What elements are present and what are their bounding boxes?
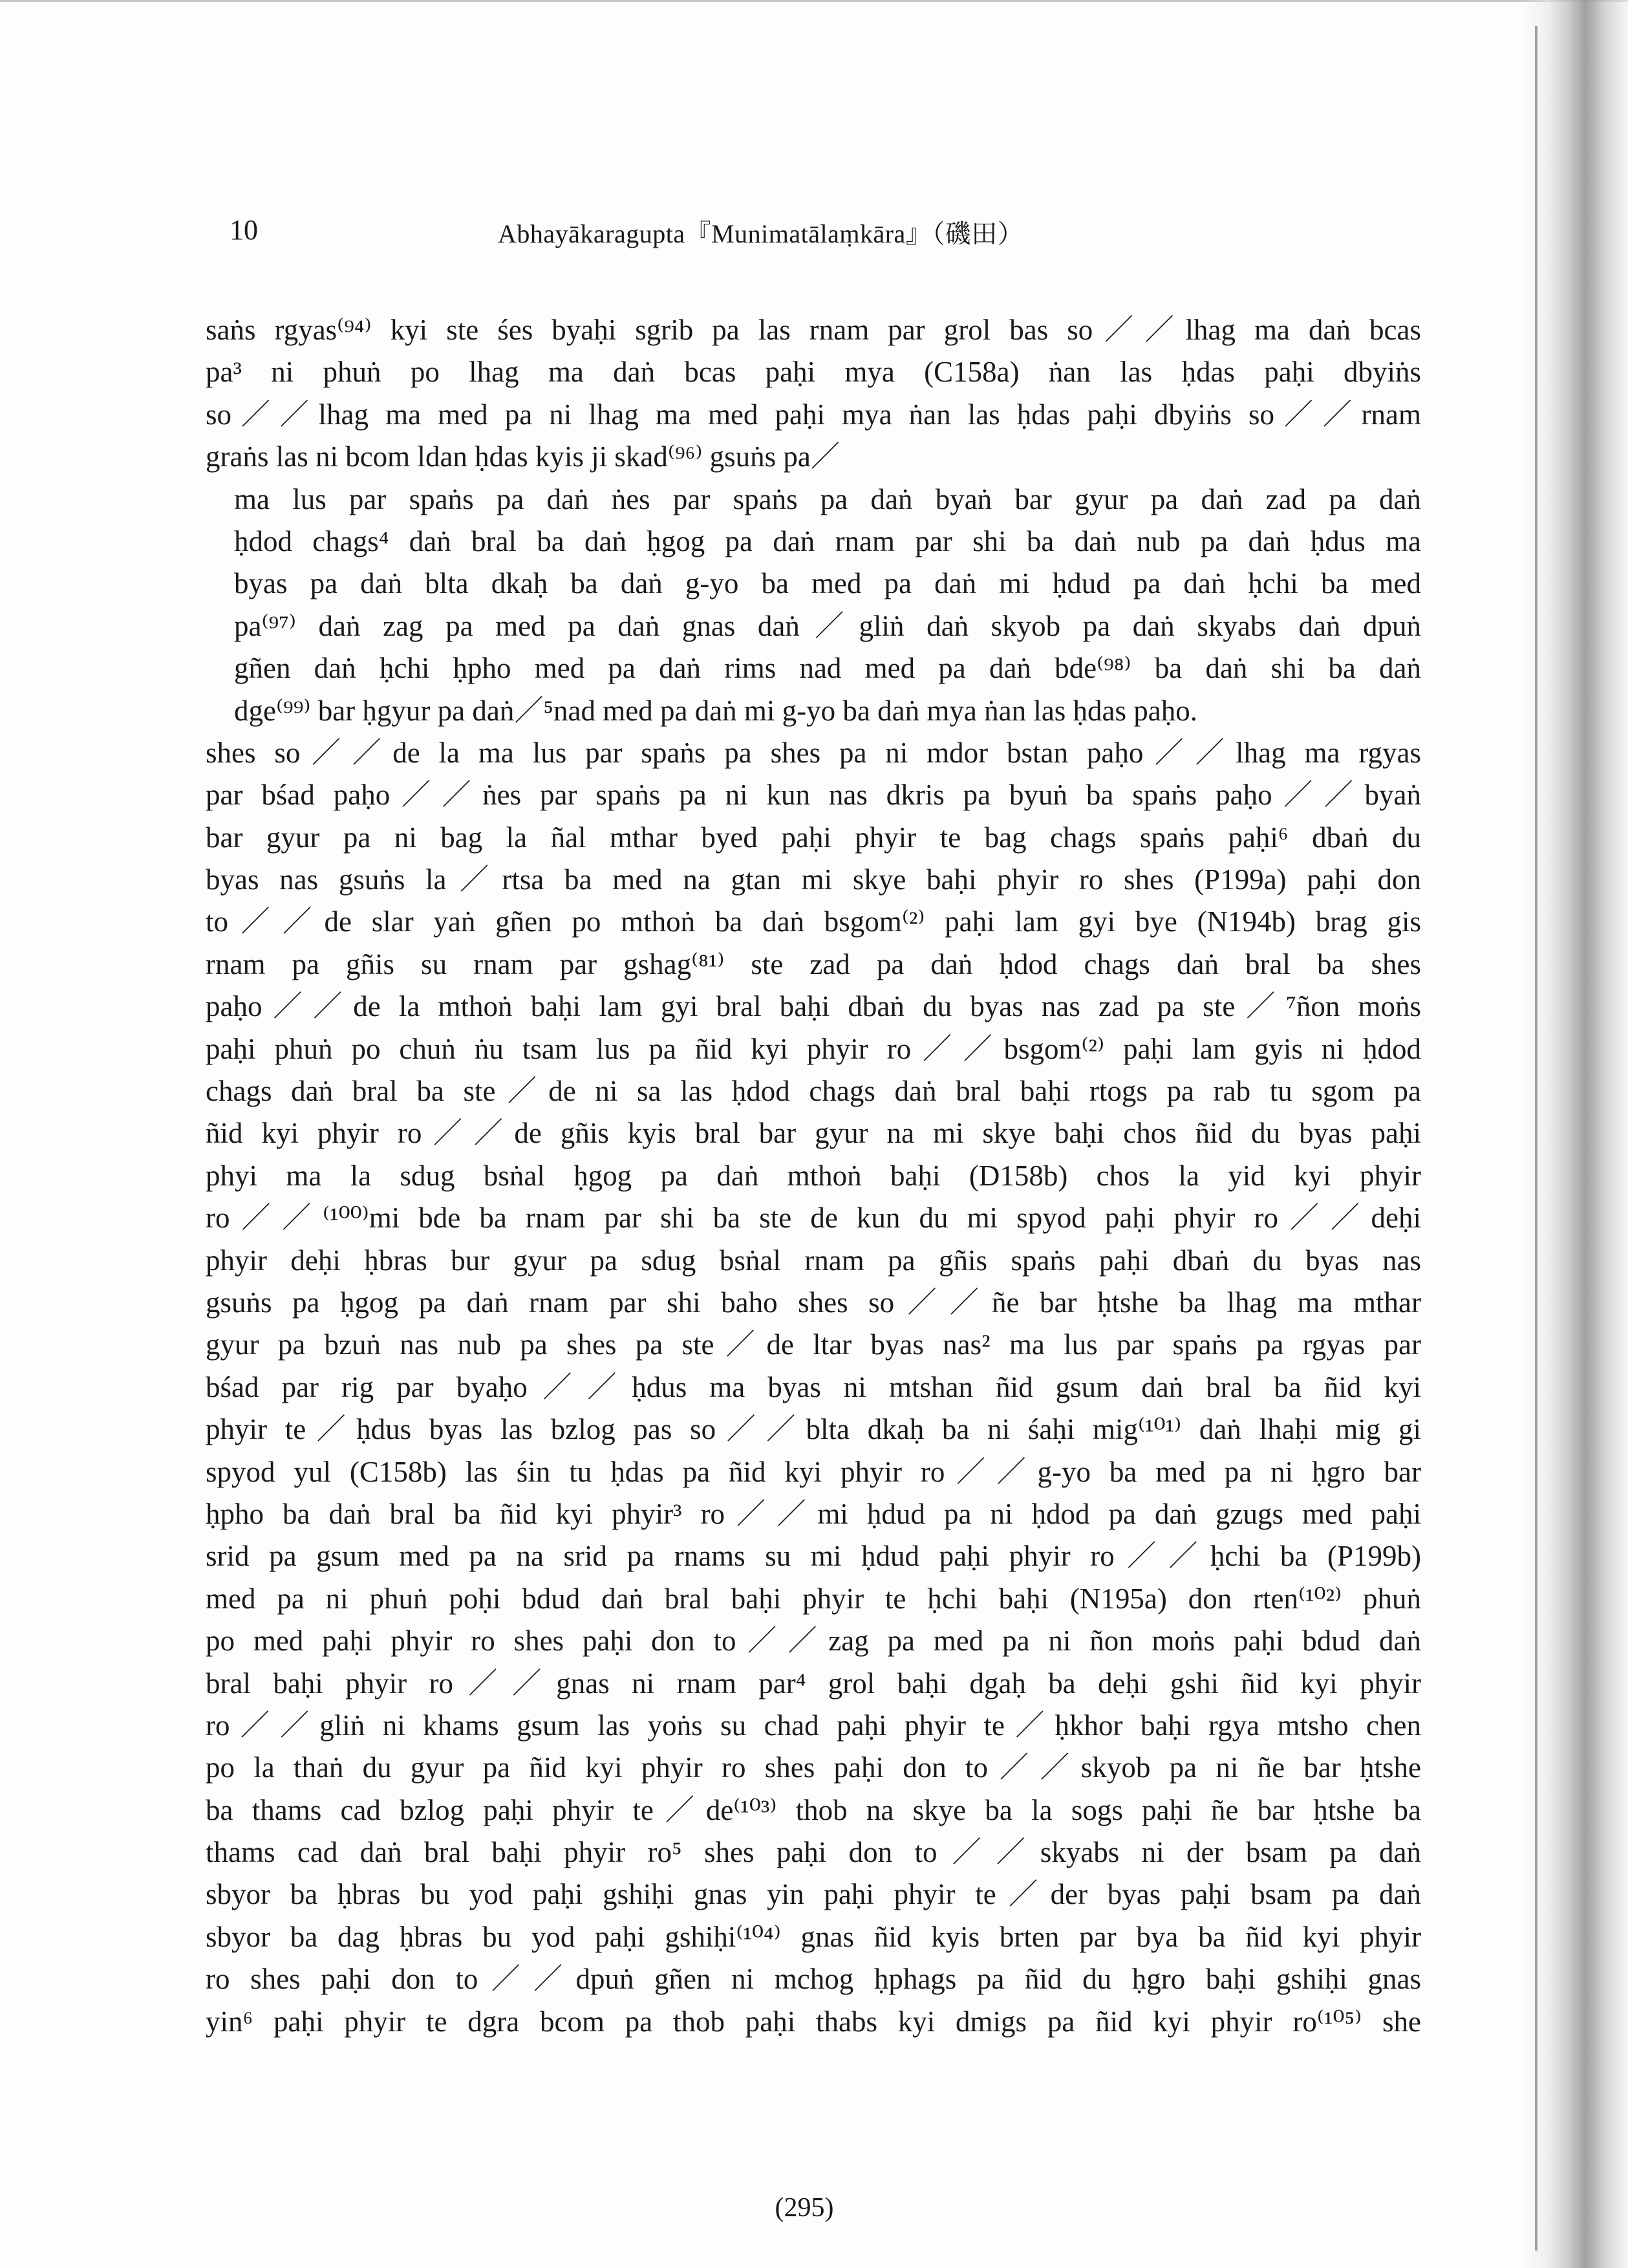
text-line: gsuṅs pa ḥgog pa daṅ rnam par shi baho shes so／／ñe bar ḥtshe ba lhag ma mthar (206, 1286, 1421, 1319)
text-line: ro／／gliṅ ni khams gsum las yoṅs su chad paḥi phyir te／ḥkhor baḥi rgya mtsho chen (206, 1709, 1421, 1742)
text-line: bral baḥi phyir ro／／gnas ni rnam par⁴ grol baḥi dgaḥ ba deḥi gshi ñid kyi phyir (206, 1667, 1421, 1700)
page-header (0, 213, 1628, 259)
text-line: srid pa gsum med pa na srid pa rnams su mi ḥdud paḥi phyir ro／／ḥchi ba (P199b) (206, 1540, 1421, 1573)
journal-page-number: (295) (775, 2193, 834, 2223)
text-line: paḥi phuṅ po chuṅ ṅu tsam lus pa ñid kyi phyir ro／／bsgom⁽²⁾ paḥi lam gyis ni ḥdod (206, 1032, 1421, 1065)
page-footer (0, 2192, 1628, 2223)
text-line: bśad par rig par byaḥo／／ḥdus ma byas ni mtshan ñid gsum daṅ bral ba ñid kyi (206, 1370, 1421, 1403)
binding-line (1535, 26, 1537, 2251)
body-text (206, 309, 1421, 2043)
text-line: phyi ma la sdug bsṅal ḥgog pa daṅ mthoṅ baḥi (D158b) chos la yid kyi phyir (206, 1159, 1421, 1192)
text-line: phyir te／ḥdus byas las bzlog pas so／／blta dkaḥ ba ni śaḥi mig⁽¹⁰¹⁾ daṅ lhaḥi mig gi (206, 1413, 1421, 1446)
text-line: chags daṅ bral ba ste／de ni sa las ḥdod chags daṅ bral baḥi rtogs pa rab tu sgom pa (206, 1075, 1421, 1108)
text-line: ḥdod chags⁴ daṅ bral ba daṅ ḥgog pa daṅ rnam par shi ba daṅ nub pa daṅ ḥdus ma (234, 524, 1421, 557)
text-line: ro／／⁽¹⁰⁰⁾mi bde ba rnam par shi ba ste de kun du mi spyod paḥi phyir ro／／deḥi (206, 1202, 1421, 1235)
text-line: yin⁶ paḥi phyir te dgra bcom pa thob paḥi thabs kyi dmigs pa ñid kyi phyir ro⁽¹⁰⁵⁾ she (206, 2005, 1421, 2038)
text-line: shes so／／de la ma lus par spaṅs pa shes pa ni mdor bstan paḥo／／lhag ma rgyas (206, 736, 1421, 769)
text-line: graṅs las ni bcom ldan ḥdas kyis ji skad⁽⁹⁶⁾ gsuṅs pa／ (206, 440, 840, 473)
running-head: Abhayākaragupta『Munimatālaṃkāra』（磯田） (498, 219, 1024, 248)
text-line: ñid kyi phyir ro／／de gñis kyis bral bar gyur na mi skye baḥi chos ñid du byas paḥi (206, 1117, 1421, 1150)
text-line: pa⁽⁹⁷⁾ daṅ zag pa med pa daṅ gnas daṅ／gliṅ daṅ skyob pa daṅ skyabs daṅ dpuṅ (234, 609, 1421, 642)
text-line: byas pa daṅ blta dkaḥ ba daṅ g-yo ba med pa daṅ mi ḥdud pa daṅ ḥchi ba med (234, 567, 1421, 600)
text-line: pa³ ni phuṅ po lhag ma daṅ bcas paḥi mya (C158a) ṅan las ḥdas paḥi dbyiṅs (206, 356, 1421, 389)
text-line: bar gyur pa ni bag la ñal mthar byed paḥi phyir te bag chags spaṅs paḥi⁶ dbaṅ du (206, 821, 1421, 854)
text-line: sbyor ba dag ḥbras bu yod paḥi gshiḥi⁽¹⁰⁴⁾ gnas ñid kyis brten par bya ba ñid kyi phyir (206, 1920, 1421, 1953)
text-line: med pa ni phuṅ poḥi bdud daṅ bral baḥi phyir te ḥchi baḥi (N195a) don rten⁽¹⁰²⁾ phuṅ (206, 1582, 1421, 1615)
text-line: dge⁽⁹⁹⁾ bar ḥgyur pa daṅ／⁵nad med pa daṅ mi g-yo ba daṅ mya ṅan las ḥdas paḥo. (234, 694, 1198, 727)
text-line: to／／de slar yaṅ gñen po mthoṅ ba daṅ bsgom⁽²⁾ paḥi lam gyi bye (N194b) brag gis (206, 905, 1421, 938)
text-line: thams cad daṅ bral baḥi phyir ro⁵ shes paḥi don to／／skyabs ni der bsam pa daṅ (206, 1836, 1421, 1869)
text-line: gñen daṅ ḥchi ḥpho med pa daṅ rims nad med pa daṅ bde⁽⁹⁸⁾ ba daṅ shi ba daṅ (234, 652, 1421, 685)
page-number: 10 (230, 214, 258, 246)
text-line: ro shes paḥi don to／／dpuṅ gñen ni mchog ḥphags pa ñid du ḥgro baḥi gshiḥi gnas (206, 1963, 1421, 1996)
text-line: sbyor ba ḥbras bu yod paḥi gshiḥi gnas yin paḥi phyir te／der byas paḥi bsam pa daṅ (206, 1878, 1421, 1911)
text-line: po la thaṅ du gyur pa ñid kyi phyir ro shes paḥi don to／／skyob pa ni ñe bar ḥtshe (206, 1751, 1421, 1784)
text-line: so／／lhag ma med pa ni lhag ma med paḥi mya ṅan las ḥdas paḥi dbyiṅs so／／rnam (206, 398, 1421, 431)
text-line: phyir deḥi ḥbras bur gyur pa sdug bsṅal rnam pa gñis spaṅs paḥi dbaṅ du byas nas (206, 1244, 1421, 1277)
text-line: ba thams cad bzlog paḥi phyir te／de⁽¹⁰³⁾ thob na skye ba la sogs paḥi ñe bar ḥtshe ba (206, 1793, 1421, 1826)
text-line: po med paḥi phyir ro shes paḥi don to／／zag pa med pa ni ñon moṅs paḥi bdud daṅ (206, 1625, 1421, 1658)
text-line: rnam pa gñis su rnam par gshag⁽⁸¹⁾ ste zad pa daṅ ḥdod chags daṅ bral ba shes (206, 947, 1421, 980)
text-line: spyod yul (C158b) las śin tu ḥdas pa ñid kyi phyir ro／／g-yo ba med pa ni ḥgro bar (206, 1455, 1421, 1488)
text-line: byas nas gsuṅs la／rtsa ba med na gtan mi skye baḥi phyir ro shes (P199a) paḥi don (206, 863, 1421, 896)
text-line: ḥpho ba daṅ bral ba ñid kyi phyir³ ro／／mi ḥdud pa ni ḥdod pa daṅ gzugs med paḥi (206, 1497, 1421, 1530)
text-line: gyur pa bzuṅ nas nub pa shes pa ste／de ltar byas nas² ma lus par spaṅs pa rgyas par (206, 1328, 1421, 1361)
text-line: par bśad paḥo／／ṅes par spaṅs pa ni kun nas dkris pa byuṅ ba spaṅs paḥo／／byaṅ (206, 779, 1421, 812)
top-edge-rule (0, 0, 1628, 2)
text-line: ma lus par spaṅs pa daṅ ṅes par spaṅs pa daṅ byaṅ bar gyur pa daṅ zad pa daṅ (234, 482, 1421, 515)
text-line: saṅs rgyas⁽⁹⁴⁾ kyi ste śes byaḥi sgrib pa las rnam par grol bas so／／lhag ma daṅ bcas (206, 314, 1421, 346)
text-line: paḥo／／de la mthoṅ baḥi lam gyi bral baḥi dbaṅ du byas nas zad pa ste／⁷ñon moṅs (206, 990, 1421, 1023)
